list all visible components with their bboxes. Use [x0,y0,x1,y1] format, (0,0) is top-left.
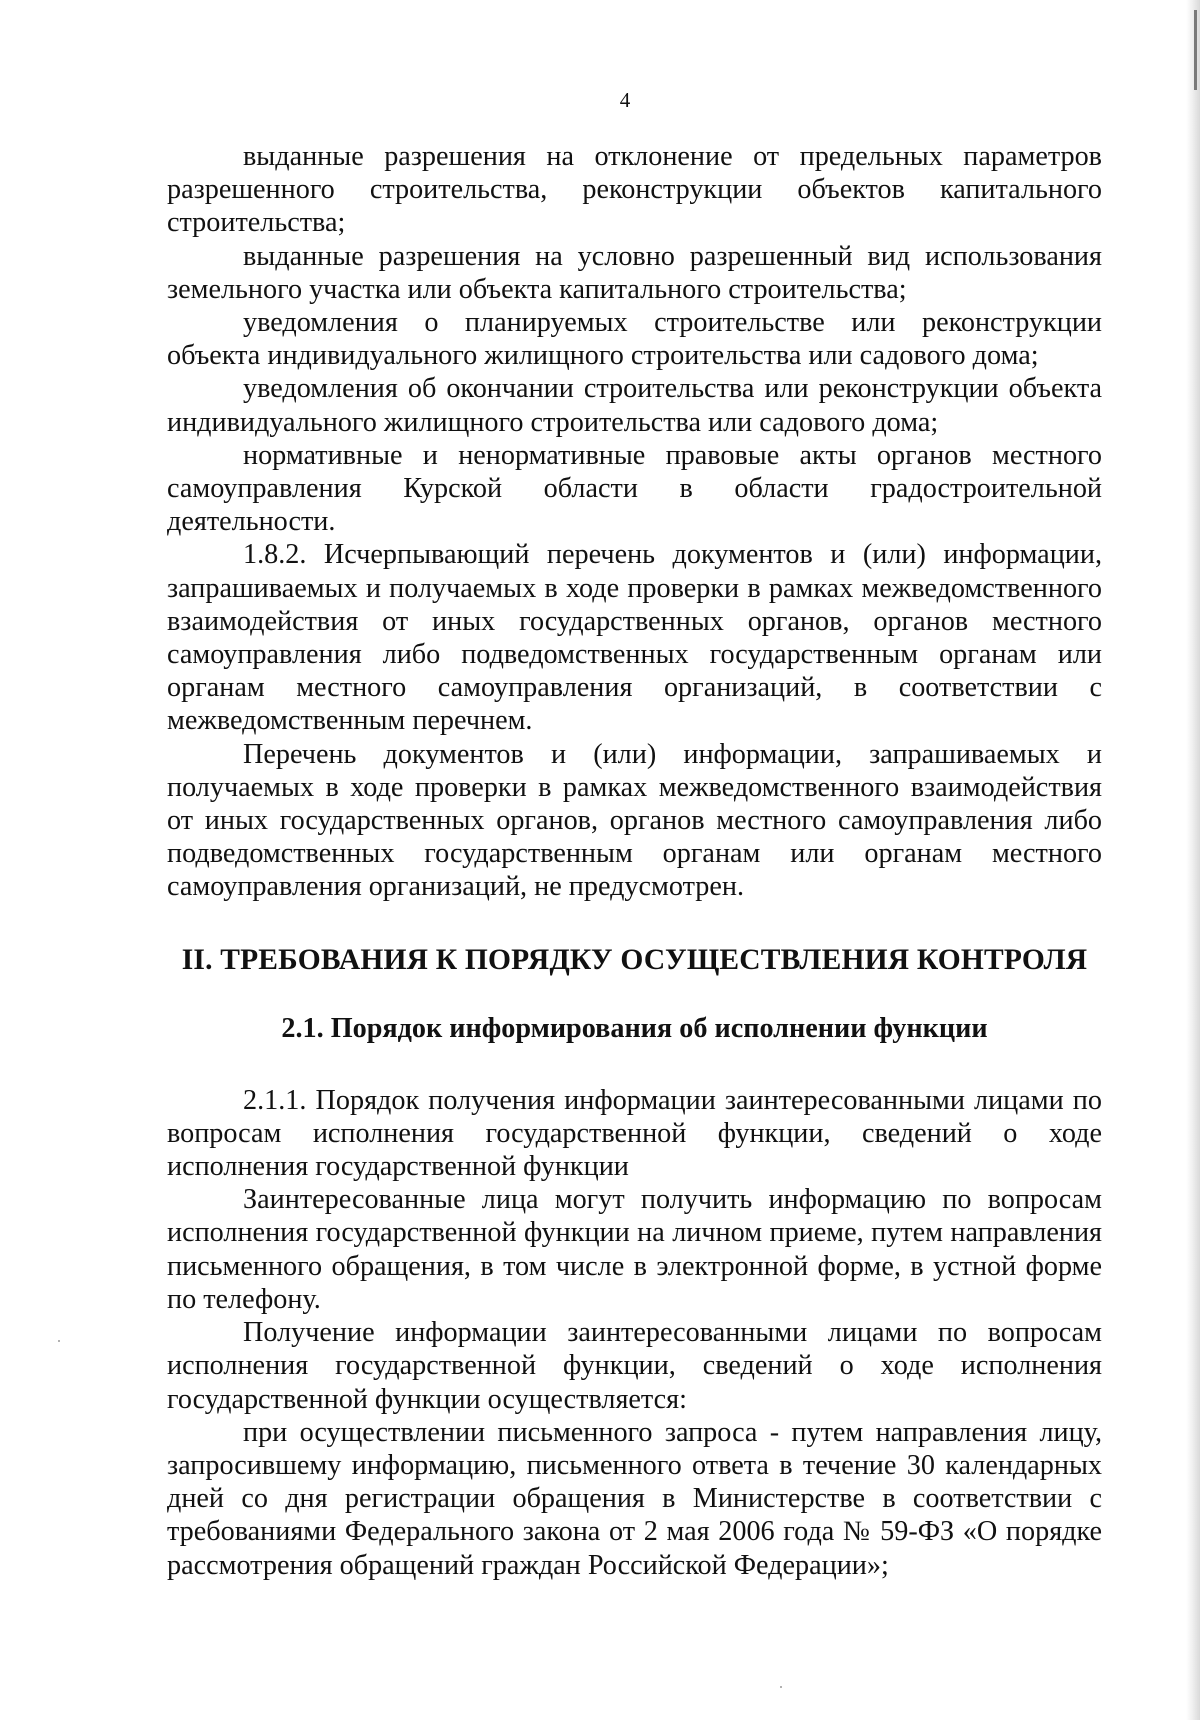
paragraph-legal-acts: нормативные и ненормативные правовые акты органов местного самоуправления Курской области в области градостроительной деятельности. [167,439,1102,538]
scan-speck [58,1340,60,1342]
paragraph-2-1-1: 2.1.1. Порядок получения информации заинтересованными лицами по вопросам исполнения государственной функции, сведений о ходе исполнения государственной функции [167,1084,1102,1183]
paragraph-permits-conditional-use: выданные разрешения на условно разрешенный вид использования земельного участка или объекта капитального строительства; [167,240,1102,305]
page-number: 4 [619,88,631,112]
paragraph-notice-construction-completed: уведомления об окончании строительства или реконструкции объекта индивидуального жилищного строительства или садового дома; [167,373,1102,438]
scan-edge-shadow [1186,0,1200,1720]
paragraph-1-8-2: 1.8.2. Исчерпывающий перечень документов и (или) информации, запрашиваемых и получаемых в ходе проверки в рамках межведомственного взаимодействия от иных государственных органов, органов местного самоуправления либо подведомственных государственным органам или органам местного самоуправления организаций, в соответствии с межведомственным перечнем. [167,539,1102,737]
paragraph-permits-deviation: выданные разрешения на отклонение от предельных параметров разрешенного строительства, реконструкции объектов капитального строительства; [167,141,1102,239]
scan-speck [780,1686,782,1688]
paragraph-notice-planned-construction: уведомления о планируемых строительстве или реконструкции объекта индивидуального жилищного строительства или садового дома; [167,307,1102,372]
paragraph-interested-persons: Заинтересованные лица могут получить информацию по вопросам исполнения государственной функции на личном приеме, путем направления письменного обращения, в том числе в электронной форме, в устной форме по телефону. [167,1184,1102,1315]
paragraph-written-request: при осуществлении письменного запроса - путем направления лицу, запросившему информацию, письменного ответа в течение 30 календарных дней со дня регистрации обращения в Министерстве в соответствии с требованиями Федерального закона от 2 мая 2006 года № 59-ФЗ «О порядке рассмотрения обращений граждан Российской Федерации»; [167,1416,1102,1581]
scan-edge-mark [1194,10,1197,90]
subsection-title: 2.1. Порядок информирования об исполнении функции [281,1012,988,1044]
paragraph-obtaining-information: Получение информации заинтересованными лицами по вопросам исполнения государственной функции, сведений о ходе исполнения государственной функции осуществляется: [167,1317,1102,1415]
section-title: II. ТРЕБОВАНИЯ К ПОРЯДКУ ОСУЩЕСТВЛЕНИЯ КОНТРОЛЯ [181,943,1088,976]
paragraph-list-not-provided: Перечень документов и (или) информации, запрашиваемых и получаемых в ходе проверки в рамках межведомственного взаимодействия от иных государственных органов, органов местного самоуправления либо подведомственных государственным органам или органам местного самоуправления организаций, не предусмотрен. [167,738,1102,903]
document-body [167,140,1102,1582]
